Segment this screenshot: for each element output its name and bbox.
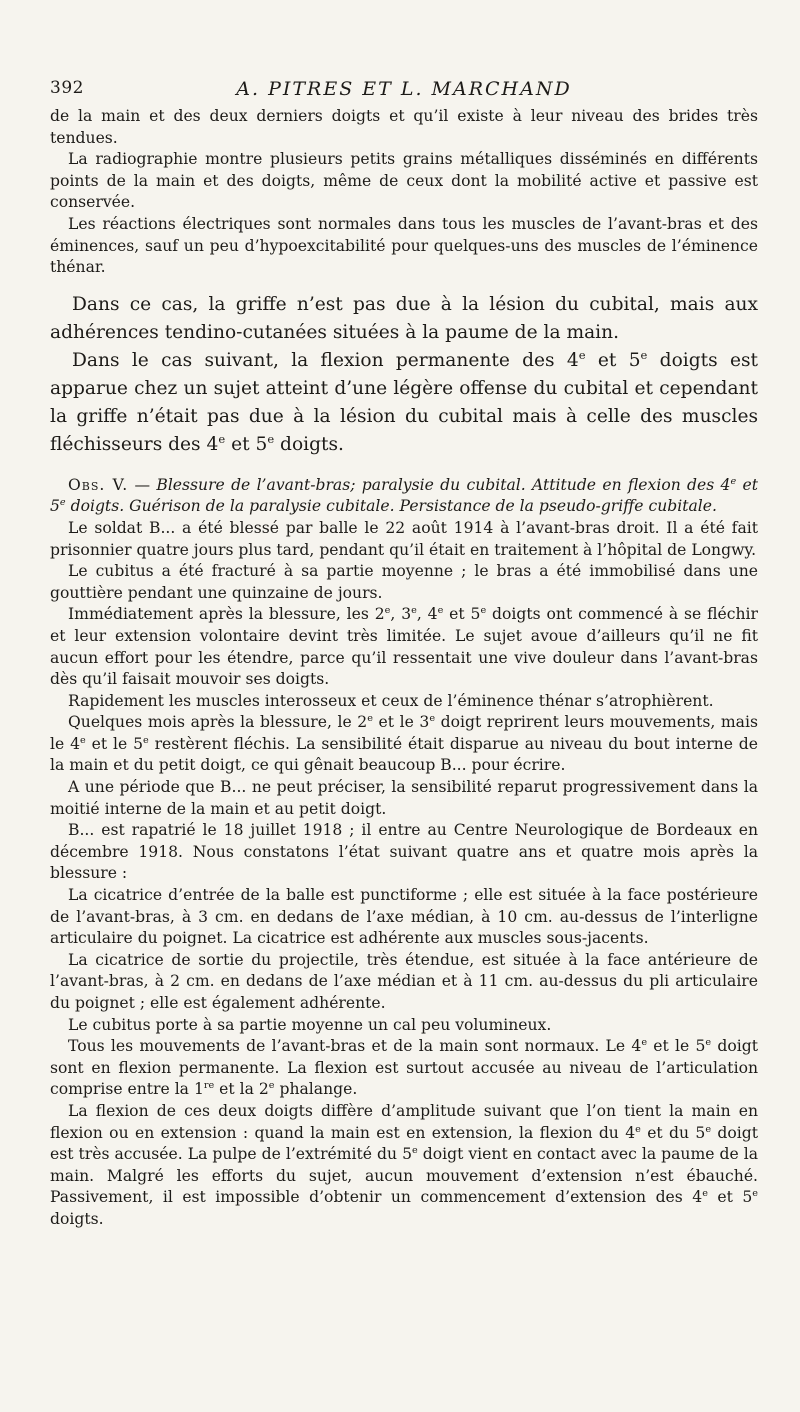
paragraph: Le soldat B... a été blessé par balle le 22 août 1914 à l’avant-bras droit. Il a été fait prisonnier quatre jours plus tard, pendant qu’il était en traitement à l’hôpital de Longwy. [50,518,758,559]
paragraph: de la main et des deux derniers doigts et qu’il existe à leur niveau des brides très tendues. [50,107,758,147]
running-header [50,70,758,106]
paragraph: La flexion de ces deux doigts diffère d’amplitude suivant que l’on tient la main en flexion ou en extension : quand la main est en extension, la flexion du 4e et du 5e doigt est très accusée. La pulpe de l’extrémité du 5e doigt vient en contact avec la paume de la main. Malgré les efforts du sujet, aucun mouvement d’extension n’est ébauché. Passivement, il est impossible d’obtenir un commencement d’extension des 4e et 5e doigts. [50,1101,758,1228]
running-title: A. PITRES ET L. MARCHAND [236,78,572,100]
observation [50,475,758,1231]
paragraph: Les réactions électriques sont normales dans tous les muscles de l’avant-bras et des éminences, sauf un peu d’hypoexcitabilité pour quelques-uns des muscles de l’éminence thénar. [50,214,758,277]
paragraph: La cicatrice d’entrée de la balle est punctiforme ; elle est située à la face postérieure de l’avant-bras, à 3 cm. en dedans de l’axe médian, à 10 cm. au-dessus de l’interligne articulaire du poignet. La cicatrice est adhérente aux muscles sous-jacents. [50,886,758,948]
case-findings [50,106,758,279]
paragraph: A une période que B... ne peut préciser, la sensibilité reparut progressivement dans la moitié interne de la main et au petit doigt. [50,778,758,818]
commentary [50,291,758,459]
paragraph: B... est rapatrié le 18 juillet 1918 ; il entre au Centre Neurologique de Bordeaux en décembre 1918. Nous constatons l’état suivant quatre ans et quatre mois après la blessure : [50,821,758,883]
paragraph: La cicatrice de sortie du projectile, très étendue, est située à la face antérieure de l’avant-bras, à 2 cm. en dedans de l’axe médian et à 11 cm. au-dessus du pli articulaire du poignet ; elle est également adhérente. [50,950,758,1012]
paragraph: Rapidement les muscles interosseux et ceux de l’éminence thénar s’atrophièrent. [68,691,714,710]
paragraph: Dans ce cas, la griffe n’est pas due à la lésion du cubital, mais aux adhérences tendino-cutanées situées à la paume de la main. [50,293,758,343]
page-number: 392 [50,78,84,98]
paragraph: Dans le cas suivant, la flexion permanente des 4e et 5e doigts est apparue chez un sujet atteint d’une légère offense du cubital et cependant la griffe n’était pas due à la lésion du cubital mais à celle des muscles fléchisseurs des 4e et 5e doigts. [50,347,758,455]
paragraph: La radiographie montre plusieurs petits grains métalliques disséminés en différents points de la main et des doigts, même de ceux dont la mobilité active et passive est conservée. [50,150,758,212]
paragraph: Tous les mouvements de l’avant-bras et de la main sont normaux. Le 4e et le 5e doigt sont en flexion permanente. La flexion est surtout accusée au niveau de l’articulation comprise entre la 1re et la 2e phalange. [50,1037,758,1099]
paragraph: Le cubitus a été fracturé à sa partie moyenne ; le bras a été immobilisé dans une gouttière pendant une quinzaine de jours. [50,562,758,602]
observation-heading: Obs. V. — Blessure de l’avant-bras; paralysie du cubital. Attitude en flexion des 4e et 5e doigts. Guérison de la paralysie cubitale. Persistance de la pseudo-griffe cubitale. [50,475,758,516]
paragraph: Quelques mois après la blessure, le 2e et le 3e doigt reprirent leurs mouvements, mais le 4e et le 5e restèrent fléchis. La sensibilité était disparue au niveau du bout interne de la main et du petit doigt, ce qui gênait beaucoup B... pour écrire. [50,713,759,775]
paragraph: Le cubitus porte à sa partie moyenne un cal peu volumineux. [68,1015,552,1034]
paragraph: Immédiatement après la blessure, les 2e, 3e, 4e et 5e doigts ont commencé à se fléchir et leur extension volontaire devint très limitée. Le sujet avoue d’ailleurs qu’il ne fit aucun effort pour les étendre, parce qu’il ressentait une vive douleur dans l’avant-bras dès qu’il faisait mouvoir ses doigts. [50,605,758,689]
page [50,70,758,1231]
